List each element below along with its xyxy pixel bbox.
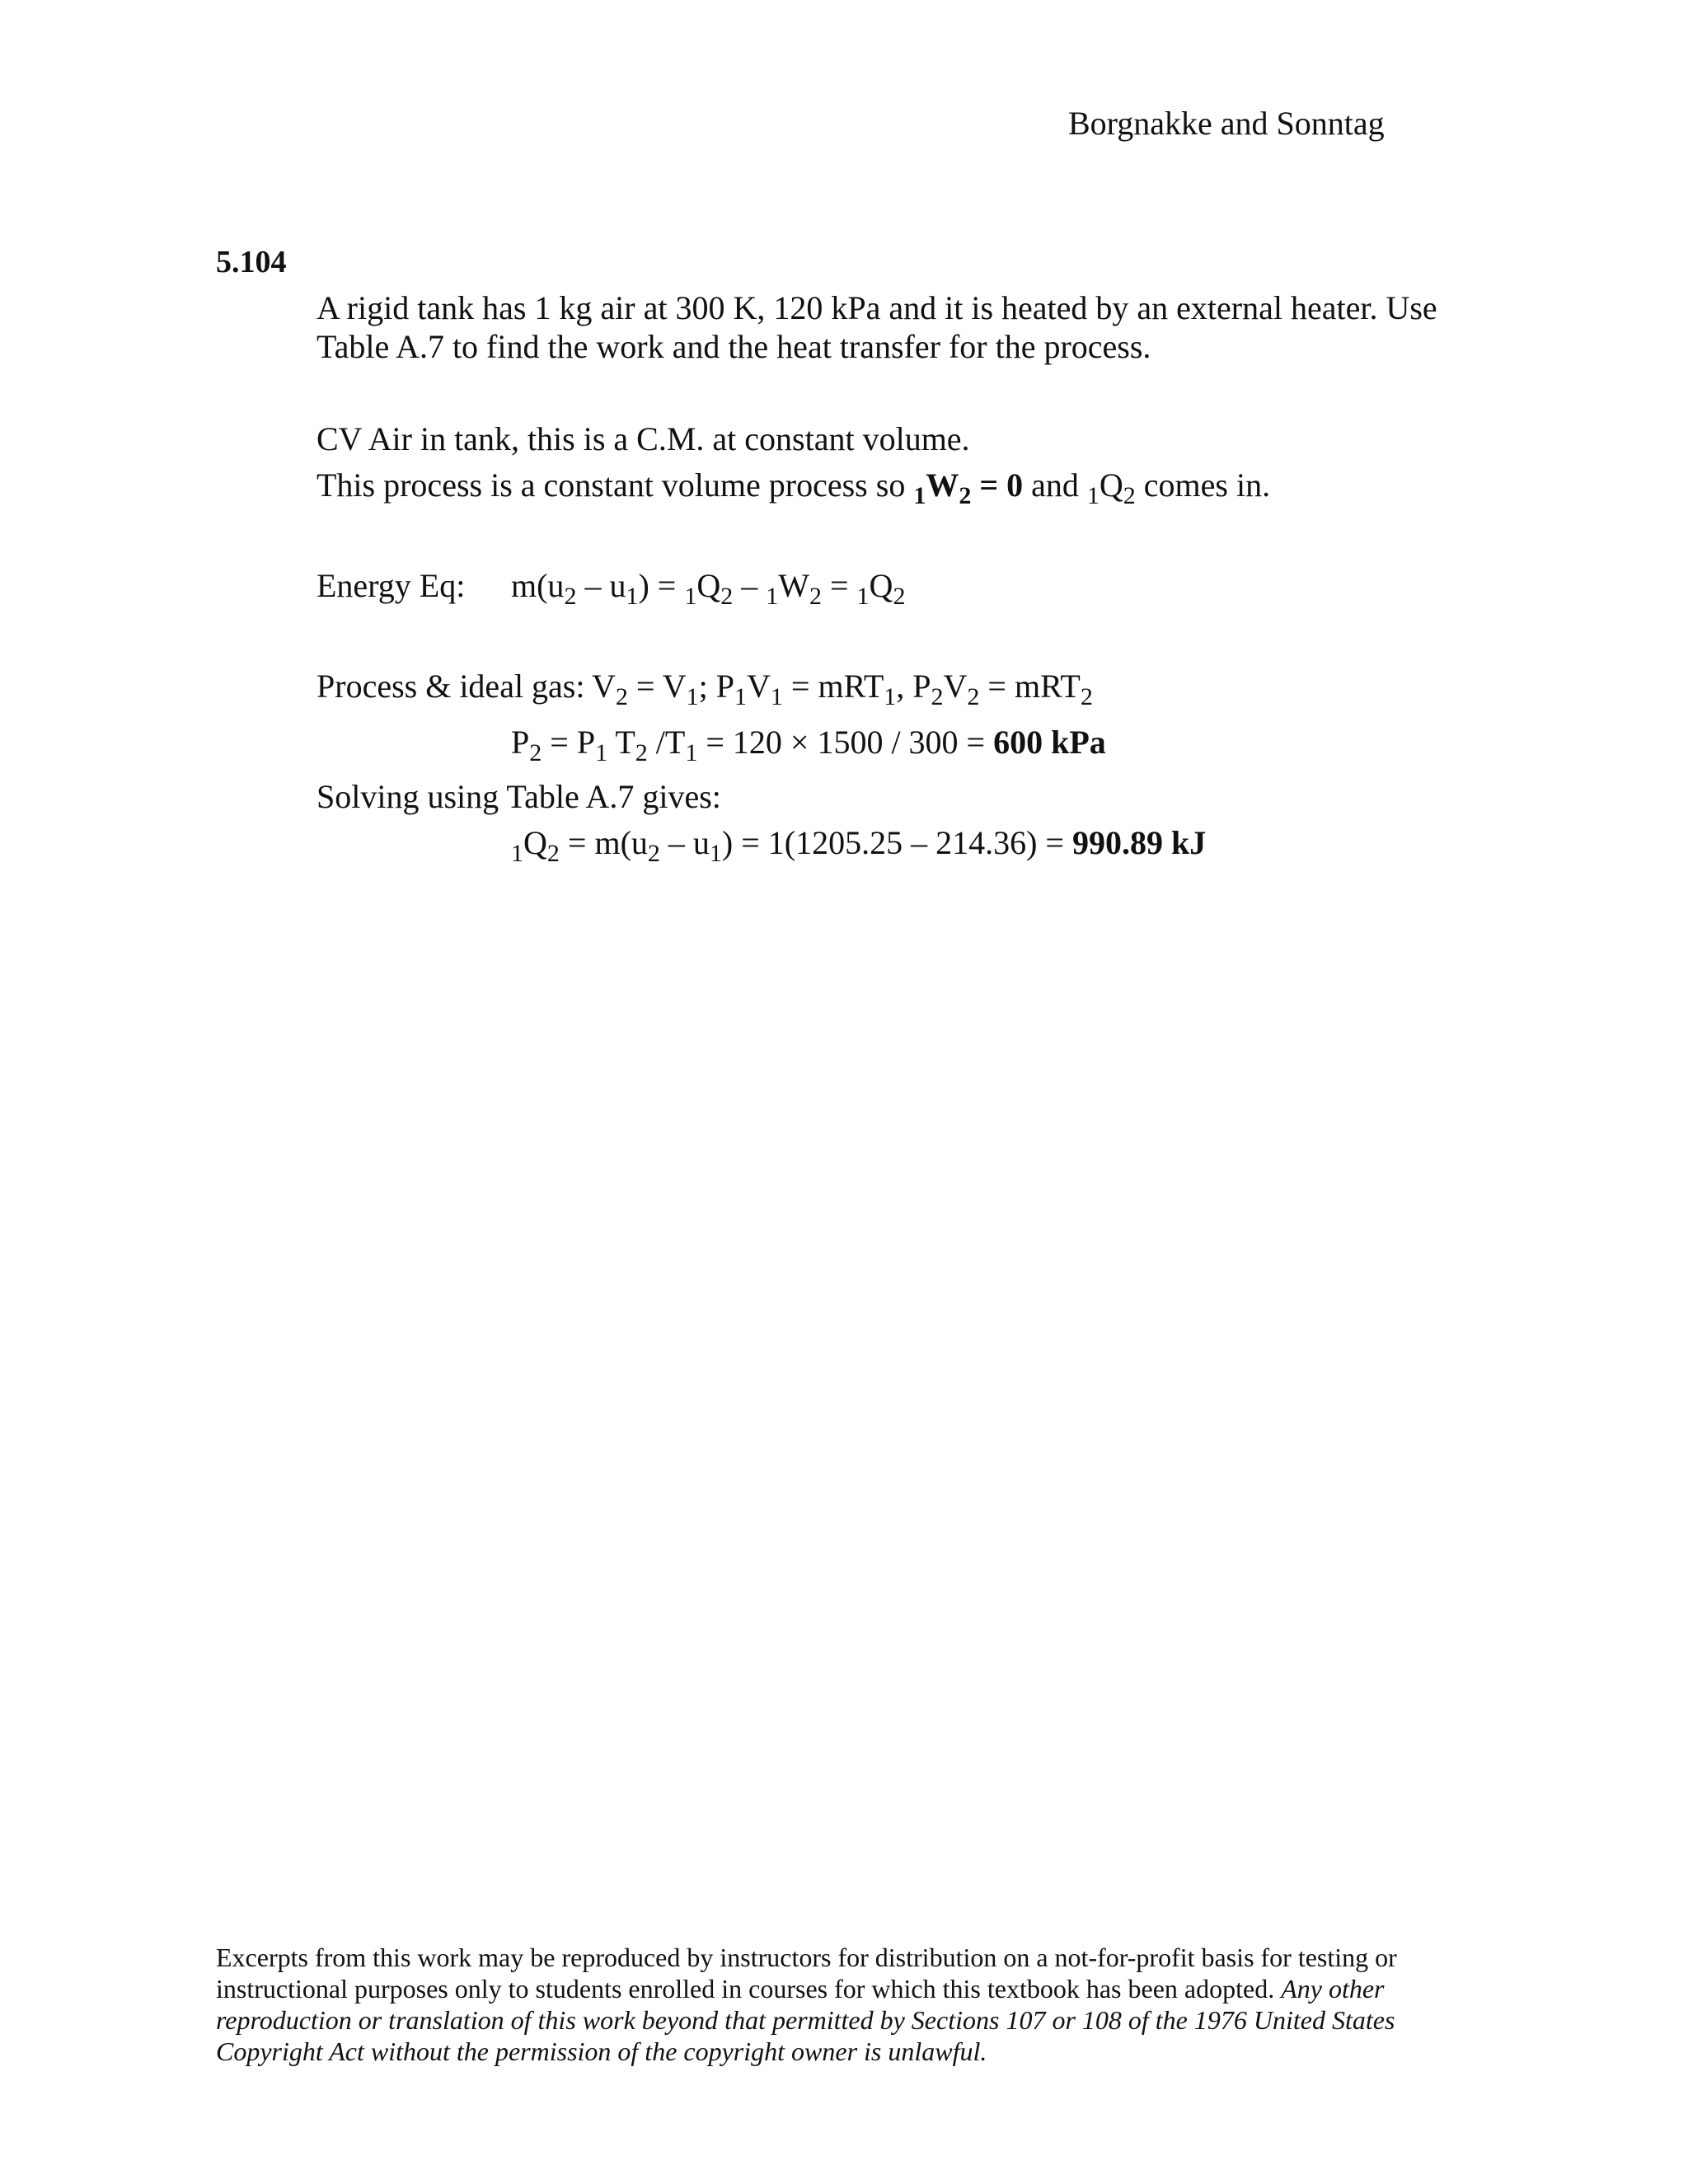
energy-equation-label: Energy Eq: xyxy=(316,567,466,604)
heat-result-equation: $_1Q_2 = m(u_2 - u_1) = 1(1205.25 - 214.36) = 990.89$ kJ xyxy=(511,824,1207,867)
cv-line: CV Air in tank, this is a C.M. at constant volume. xyxy=(316,420,970,457)
process-gas-equations: $V_2 = V_1$; $P_1V_1 = mRT_1$, $P_2V_2 = mRT_2$ xyxy=(592,668,1093,710)
pressure-result: 600 kPa xyxy=(993,724,1106,761)
process-prefix: This process is a constant volume process so xyxy=(316,466,914,504)
pressure-equation: $P_2 = P_1$ $T_2$ $/T_1 = 120 \times 1500 / 300 = 600$ kPa xyxy=(511,724,1106,766)
footer-regular-text: Excerpts from this work may be reproduced by instructors for distribution on a not-for-profit basis for testing or instructional purposes only to students enrolled in courses for which this textbook has been adopted. xyxy=(216,1943,1397,2004)
energy-equation: $m(u_2 - u_1) = _1Q_2 - _1W_2 = _1Q_2$ xyxy=(511,567,906,610)
problem-number: 5.104 xyxy=(216,245,287,279)
process-line: This process is a constant volume process so $_1W_2 = 0$ and $_1Q_2$ comes in. xyxy=(316,466,1271,509)
footer-italic-text: Any other reproduction or translation of this work beyond that permitted by Sections 107 or 108 of the 1976 United States Copyright Act without the permission of the copyright owner is unlawful. xyxy=(216,1974,1395,2066)
process-gas-label: Process & ideal gas: xyxy=(316,668,585,705)
solving-line: Solving using Table A.7 gives: xyxy=(316,778,721,815)
header-author: Borgnakke and Sonntag xyxy=(1068,105,1385,142)
heat-result: 990.89 kJ xyxy=(1071,824,1207,861)
problem-statement: A rigid tank has 1 kg air at 300 K, 120 kPa and it is heated by an external heater. Use Table A.7 to find the work and the heat transfer for the process. xyxy=(316,289,1437,365)
heat-term: $_1Q_2$ xyxy=(1086,466,1136,509)
copyright-footer xyxy=(216,1942,1469,2067)
work-term: $_1W_2 = 0$ xyxy=(913,466,1024,509)
